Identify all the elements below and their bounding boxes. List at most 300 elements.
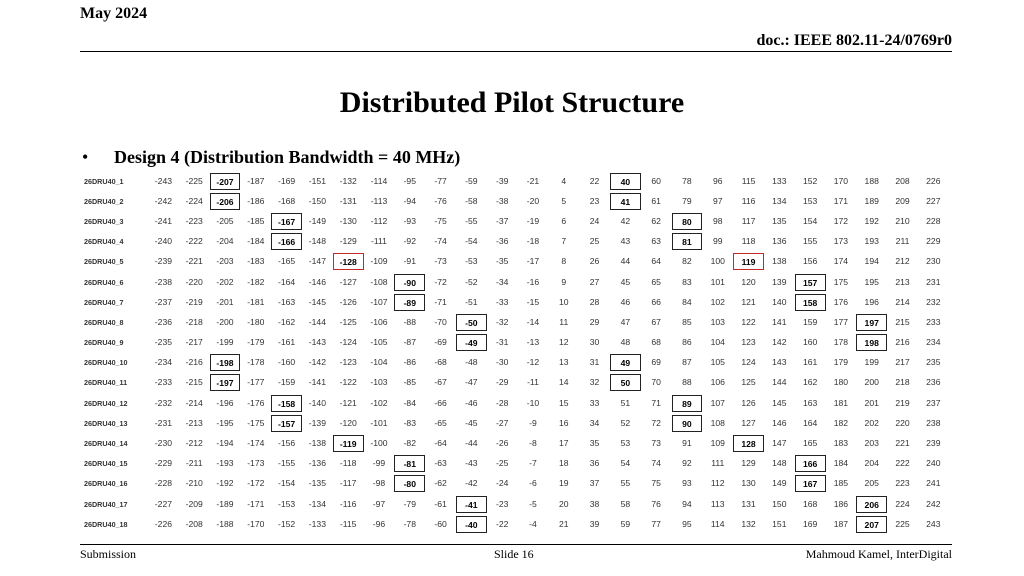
table-cell: -46: [465, 397, 478, 408]
table-cell: -72: [434, 276, 447, 287]
table-cell: -227: [154, 498, 172, 509]
table-cell: 196: [864, 296, 879, 307]
table-cell: 199: [864, 357, 879, 368]
table-cell: 22: [589, 175, 600, 186]
pilot-cell-highlighted: -40: [456, 516, 487, 533]
table-cell: 126: [741, 397, 756, 408]
table-cell: -116: [339, 498, 357, 509]
table-cell: 31: [589, 357, 600, 368]
table-cell: -66: [434, 397, 447, 408]
table-cell: 79: [682, 195, 692, 206]
table-cell: -13: [526, 337, 540, 348]
pilot-cell-highlighted: -206: [210, 193, 241, 210]
table-cell: -17: [526, 256, 540, 267]
table-cell: -189: [216, 498, 234, 509]
table-cell: -205: [216, 215, 234, 226]
table-cell: 164: [802, 417, 818, 428]
table-cell: 235: [926, 357, 941, 368]
table-cell: 182: [833, 417, 849, 428]
table-cell: -140: [308, 397, 326, 408]
table-cell: -220: [185, 276, 203, 287]
table-cell: -84: [403, 397, 416, 408]
table-cell: 75: [651, 478, 661, 489]
table-cell: -123: [339, 357, 357, 368]
table-cell: 94: [682, 498, 692, 509]
table-cell: 59: [620, 518, 631, 529]
table-cell: -92: [403, 236, 416, 247]
table-cell: 135: [772, 215, 787, 226]
table-cell: 26: [589, 256, 600, 267]
table-cell: -239: [154, 256, 172, 267]
table-cell: -117: [339, 478, 357, 489]
table-cell: 200: [864, 377, 879, 388]
table-cell: 63: [651, 236, 661, 247]
pilot-cell-highlighted: -198: [210, 354, 241, 371]
bullet-text: Design 4 (Distribution Bandwidth = 40 MHz): [114, 147, 461, 167]
table-cell: -42: [465, 478, 478, 489]
table-cell: -236: [154, 316, 172, 327]
table-cell: -147: [308, 256, 326, 267]
table-cell: -68: [434, 357, 447, 368]
table-cell: 108: [710, 417, 725, 428]
table-cell: -100: [370, 438, 388, 449]
pilot-cell-highlighted: 50: [610, 374, 641, 391]
table-cell: 142: [772, 337, 787, 348]
table-cell: -85: [403, 377, 416, 388]
row-label: 26DRU40_5: [84, 257, 124, 267]
pilot-cell-highlighted: 206: [856, 496, 887, 513]
table-cell: 72: [651, 417, 661, 428]
table-cell: -176: [247, 397, 265, 408]
table-row: [84, 353, 964, 373]
table-cell: -202: [216, 276, 234, 287]
table-cell: -54: [465, 236, 478, 247]
table-cell: -199: [216, 337, 234, 348]
table-cell: -228: [154, 478, 172, 489]
table-cell: -159: [277, 377, 296, 388]
table-cell: -160: [277, 357, 296, 368]
table-cell: -19: [526, 215, 540, 226]
table-cell: -82: [403, 438, 416, 449]
table-cell: 132: [741, 518, 756, 529]
table-row: [84, 252, 964, 272]
table-cell: 179: [833, 357, 849, 368]
table-cell: 225: [895, 518, 910, 529]
table-cell: 230: [926, 256, 941, 267]
table-cell: 93: [682, 478, 692, 489]
table-cell: 148: [772, 458, 787, 469]
table-cell: 231: [926, 276, 941, 287]
table-cell: -144: [308, 316, 326, 327]
table-cell: -107: [370, 296, 388, 307]
table-cell: -238: [154, 276, 172, 287]
table-cell: -71: [434, 296, 447, 307]
table-cell: -216: [185, 357, 203, 368]
table-cell: 6: [561, 215, 567, 226]
table-cell: -179: [247, 337, 265, 348]
pilot-cell-highlighted: -197: [210, 374, 241, 391]
row-label: 26DRU40_10: [84, 358, 128, 368]
table-cell: 138: [772, 256, 787, 267]
table-cell: -149: [308, 215, 326, 226]
table-cell: -163: [277, 296, 296, 307]
table-cell: -74: [434, 236, 447, 247]
table-cell: -22: [495, 518, 509, 529]
table-cell: -154: [277, 478, 296, 489]
table-cell: -133: [308, 518, 326, 529]
table-cell: -111: [371, 236, 387, 247]
table-cell: 171: [833, 195, 849, 206]
table-cell: -109: [370, 256, 388, 267]
pilot-cell-highlighted: 198: [856, 334, 887, 351]
table-cell: 175: [833, 276, 849, 287]
table-cell: -106: [370, 316, 388, 327]
table-cell: 210: [895, 215, 910, 226]
table-cell: -182: [247, 276, 265, 287]
row-label: 26DRU40_6: [84, 277, 124, 287]
footer-submission: Submission: [80, 547, 137, 561]
table-cell: 64: [651, 256, 661, 267]
table-cell: -194: [216, 438, 234, 449]
pilot-cell-highlighted: 81: [672, 233, 703, 250]
table-cell: 105: [710, 357, 725, 368]
table-row: [84, 191, 964, 211]
table-cell: -59: [465, 175, 478, 186]
table-cell: -240: [154, 236, 172, 247]
table-cell: -174: [247, 438, 265, 449]
table-cell: 236: [926, 377, 941, 388]
table-cell: 192: [864, 215, 879, 226]
table-cell: 134: [772, 195, 787, 206]
table-cell: 7: [561, 236, 567, 247]
table-cell: -145: [308, 296, 326, 307]
table-cell: -63: [434, 458, 447, 469]
slide-title: Distributed Pilot Structure: [339, 86, 685, 119]
table-cell: -185: [247, 215, 265, 226]
table-cell: 17: [558, 438, 569, 449]
table-cell: -212: [185, 438, 203, 449]
table-cell: -7: [529, 458, 537, 469]
table-cell: -83: [403, 417, 416, 428]
table-cell: 139: [772, 276, 787, 287]
table-cell: -210: [185, 478, 203, 489]
pilot-cell-highlighted: 119: [733, 253, 764, 270]
pilot-cell-highlighted: -50: [456, 314, 487, 331]
table-cell: 214: [895, 296, 910, 307]
table-cell: 209: [895, 195, 910, 206]
table-cell: 154: [802, 215, 818, 226]
table-cell: 159: [802, 316, 818, 327]
table-cell: -43: [465, 458, 478, 469]
table-cell: 237: [926, 397, 941, 408]
pilot-cell-highlighted: -207: [210, 173, 241, 190]
table-cell: 165: [802, 438, 818, 449]
table-cell: 181: [833, 397, 849, 408]
table-cell: 100: [710, 256, 725, 267]
table-cell: 125: [741, 377, 756, 388]
table-cell: 131: [741, 498, 756, 509]
table-cell: -132: [339, 175, 357, 186]
table-cell: 180: [833, 377, 849, 388]
table-cell: 84: [682, 296, 692, 307]
table-cell: -142: [308, 357, 326, 368]
table-cell: -112: [370, 215, 388, 226]
table-cell: 85: [682, 316, 692, 327]
table-cell: -241: [154, 215, 172, 226]
table-cell: 172: [833, 215, 849, 226]
table-cell: 54: [620, 458, 631, 469]
table-cell: -93: [403, 215, 416, 226]
table-cell: -164: [277, 276, 296, 287]
table-cell: -20: [526, 195, 540, 206]
table-cell: -88: [403, 316, 416, 327]
row-label: 26DRU40_4: [84, 237, 124, 247]
row-label: 26DRU40_11: [84, 378, 128, 388]
table-cell: -215: [185, 377, 203, 388]
table-cell: 38: [589, 498, 600, 509]
table-cell: -135: [308, 478, 326, 489]
row-label: 26DRU40_14: [84, 439, 128, 449]
table-cell: -6: [529, 478, 537, 489]
table-cell: 29: [589, 316, 600, 327]
table-cell: 9: [561, 276, 567, 287]
pilot-index-table: [84, 171, 964, 534]
table-cell: -177: [247, 377, 265, 388]
table-cell: -62: [434, 478, 447, 489]
table-cell: -186: [247, 195, 265, 206]
table-cell: -79: [403, 498, 416, 509]
table-cell: -217: [185, 337, 203, 348]
table-cell: 204: [864, 458, 879, 469]
pilot-cell-highlighted: 49: [610, 354, 641, 371]
table-cell: -153: [277, 498, 296, 509]
row-label: 26DRU40_7: [84, 297, 124, 307]
table-cell: -38: [495, 195, 509, 206]
table-cell: 208: [895, 175, 910, 186]
table-cell: 20: [558, 498, 569, 509]
table-cell: -219: [185, 296, 203, 307]
table-cell: -178: [247, 357, 265, 368]
table-cell: -121: [339, 397, 357, 408]
row-label: 26DRU40_15: [84, 459, 128, 469]
table-cell: -28: [495, 397, 509, 408]
table-cell: -172: [247, 478, 265, 489]
table-cell: 25: [589, 236, 600, 247]
table-cell: 136: [772, 236, 787, 247]
table-cell: -75: [434, 215, 447, 226]
table-cell: -47: [465, 377, 478, 388]
table-cell: 8: [561, 256, 567, 267]
table-cell: -14: [526, 316, 540, 327]
table-cell: 156: [802, 256, 818, 267]
table-cell: -118: [339, 458, 357, 469]
table-cell: 147: [772, 438, 787, 449]
table-cell: 187: [833, 518, 849, 529]
pilot-cell-highlighted: 157: [795, 274, 826, 291]
row-label: 26DRU40_17: [84, 499, 128, 509]
table-cell: -34: [495, 276, 509, 287]
table-cell: -243: [154, 175, 172, 186]
table-cell: -184: [247, 236, 265, 247]
table-cell: 74: [651, 458, 661, 469]
table-cell: -78: [403, 518, 416, 529]
table-cell: -211: [185, 458, 203, 469]
table-cell: 145: [772, 397, 787, 408]
table-cell: -131: [339, 195, 357, 206]
pilot-cell-highlighted: -166: [271, 233, 302, 250]
table-cell: -23: [495, 498, 509, 509]
table-cell: 113: [710, 498, 725, 509]
table-cell: -26: [495, 438, 509, 449]
table-cell: -195: [216, 417, 234, 428]
table-cell: 219: [895, 397, 910, 408]
table-cell: 23: [589, 195, 600, 206]
table-cell: 60: [651, 175, 661, 186]
table-cell: 109: [710, 438, 725, 449]
table-cell: 227: [926, 195, 941, 206]
table-row: [84, 171, 964, 191]
table-cell: 45: [620, 276, 631, 287]
table-cell: 173: [833, 236, 849, 247]
table-cell: 28: [589, 296, 600, 307]
row-label: 26DRU40_16: [84, 479, 128, 489]
table-cell: -213: [185, 417, 203, 428]
table-row: [84, 413, 964, 433]
row-label: 26DRU40_12: [84, 398, 128, 408]
table-cell: -76: [434, 195, 447, 206]
bullet-item: [82, 147, 460, 168]
table-cell: -218: [185, 316, 203, 327]
table-cell: 24: [589, 215, 600, 226]
pilot-cell-highlighted: -41: [456, 496, 487, 513]
table-cell: -30: [495, 357, 509, 368]
table-cell: 118: [741, 236, 756, 247]
table-cell: 92: [682, 458, 692, 469]
table-cell: -214: [185, 397, 203, 408]
table-cell: -11: [527, 377, 539, 388]
table-cell: -64: [434, 438, 447, 449]
table-cell: -5: [529, 498, 537, 509]
table-cell: -103: [370, 377, 388, 388]
table-cell: 55: [620, 478, 631, 489]
table-cell: -105: [370, 337, 388, 348]
table-cell: 243: [926, 518, 941, 529]
table-cell: 103: [710, 316, 725, 327]
table-row: [84, 454, 964, 474]
table-cell: 212: [895, 256, 910, 267]
row-label: 26DRU40_8: [84, 317, 124, 327]
table-cell: -77: [434, 175, 447, 186]
table-cell: 220: [895, 417, 910, 428]
table-cell: -146: [308, 276, 326, 287]
table-cell: -122: [339, 377, 357, 388]
table-row: [84, 474, 964, 494]
table-cell: 70: [651, 377, 661, 388]
table-cell: 211: [895, 236, 910, 247]
table-cell: -188: [216, 518, 234, 529]
table-cell: -102: [370, 397, 388, 408]
table-cell: -231: [154, 417, 172, 428]
table-cell: 205: [864, 478, 879, 489]
table-cell: 30: [589, 337, 600, 348]
header-doc-id: doc.: IEEE 802.11-24/0769r0: [756, 32, 952, 49]
table-cell: -44: [465, 438, 478, 449]
table-cell: 121: [741, 296, 756, 307]
table-cell: -233: [154, 377, 172, 388]
row-label: 26DRU40_13: [84, 418, 128, 428]
table-cell: 183: [833, 438, 849, 449]
pilot-cell-highlighted: -89: [394, 294, 425, 311]
table-cell: 51: [620, 397, 631, 408]
table-cell: 73: [651, 438, 661, 449]
pilot-cell-highlighted: 80: [672, 213, 703, 230]
table-cell: -192: [216, 478, 234, 489]
table-cell: -187: [247, 175, 265, 186]
table-cell: -224: [185, 195, 203, 206]
table-cell: 19: [558, 478, 569, 489]
table-cell: 123: [741, 337, 756, 348]
table-cell: 39: [589, 518, 600, 529]
table-cell: -125: [339, 316, 357, 327]
table-cell: 226: [926, 175, 941, 186]
table-cell: 27: [589, 276, 600, 287]
table-cell: 107: [710, 397, 725, 408]
table-cell: -235: [154, 337, 172, 348]
table-cell: -60: [434, 518, 447, 529]
pilot-cell-highlighted: -167: [271, 213, 302, 230]
pilot-cell-highlighted: 89: [672, 395, 703, 412]
table-cell: -201: [216, 296, 234, 307]
table-cell: 86: [682, 337, 692, 348]
table-cell: 5: [561, 195, 567, 206]
table-cell: 82: [682, 256, 692, 267]
table-cell: -98: [372, 478, 386, 489]
table-cell: 130: [741, 478, 756, 489]
table-cell: 221: [895, 438, 910, 449]
table-cell: 16: [558, 417, 569, 428]
table-cell: -97: [372, 498, 386, 509]
table-cell: -53: [465, 256, 478, 267]
table-cell: -4: [529, 518, 537, 529]
pilot-cell-highlighted: 128: [733, 435, 764, 452]
table-cell: -229: [154, 458, 172, 469]
table-cell: 120: [741, 276, 756, 287]
row-label: 26DRU40_2: [84, 196, 124, 206]
table-cell: -127: [339, 276, 357, 287]
table-cell: 140: [772, 296, 787, 307]
row-label: 26DRU40_1: [84, 176, 124, 186]
table-cell: 18: [558, 458, 569, 469]
pilot-cell-highlighted: -81: [394, 455, 425, 472]
table-cell: 223: [895, 478, 910, 489]
table-cell: -237: [154, 296, 172, 307]
table-cell: 4: [561, 175, 567, 186]
table-cell: -45: [465, 417, 478, 428]
table-cell: 101: [710, 276, 725, 287]
table-cell: -61: [434, 498, 447, 509]
table-cell: 194: [864, 256, 879, 267]
table-cell: 115: [741, 175, 756, 186]
table-cell: -15: [526, 296, 540, 307]
table-cell: -9: [529, 417, 537, 428]
table-cell: 216: [895, 337, 910, 348]
table-cell: -16: [526, 276, 540, 287]
header-date: May 2024: [80, 5, 148, 22]
table-cell: 33: [589, 397, 600, 408]
table-cell: -104: [370, 357, 388, 368]
table-cell: 114: [710, 518, 725, 529]
table-cell: -129: [339, 236, 357, 247]
